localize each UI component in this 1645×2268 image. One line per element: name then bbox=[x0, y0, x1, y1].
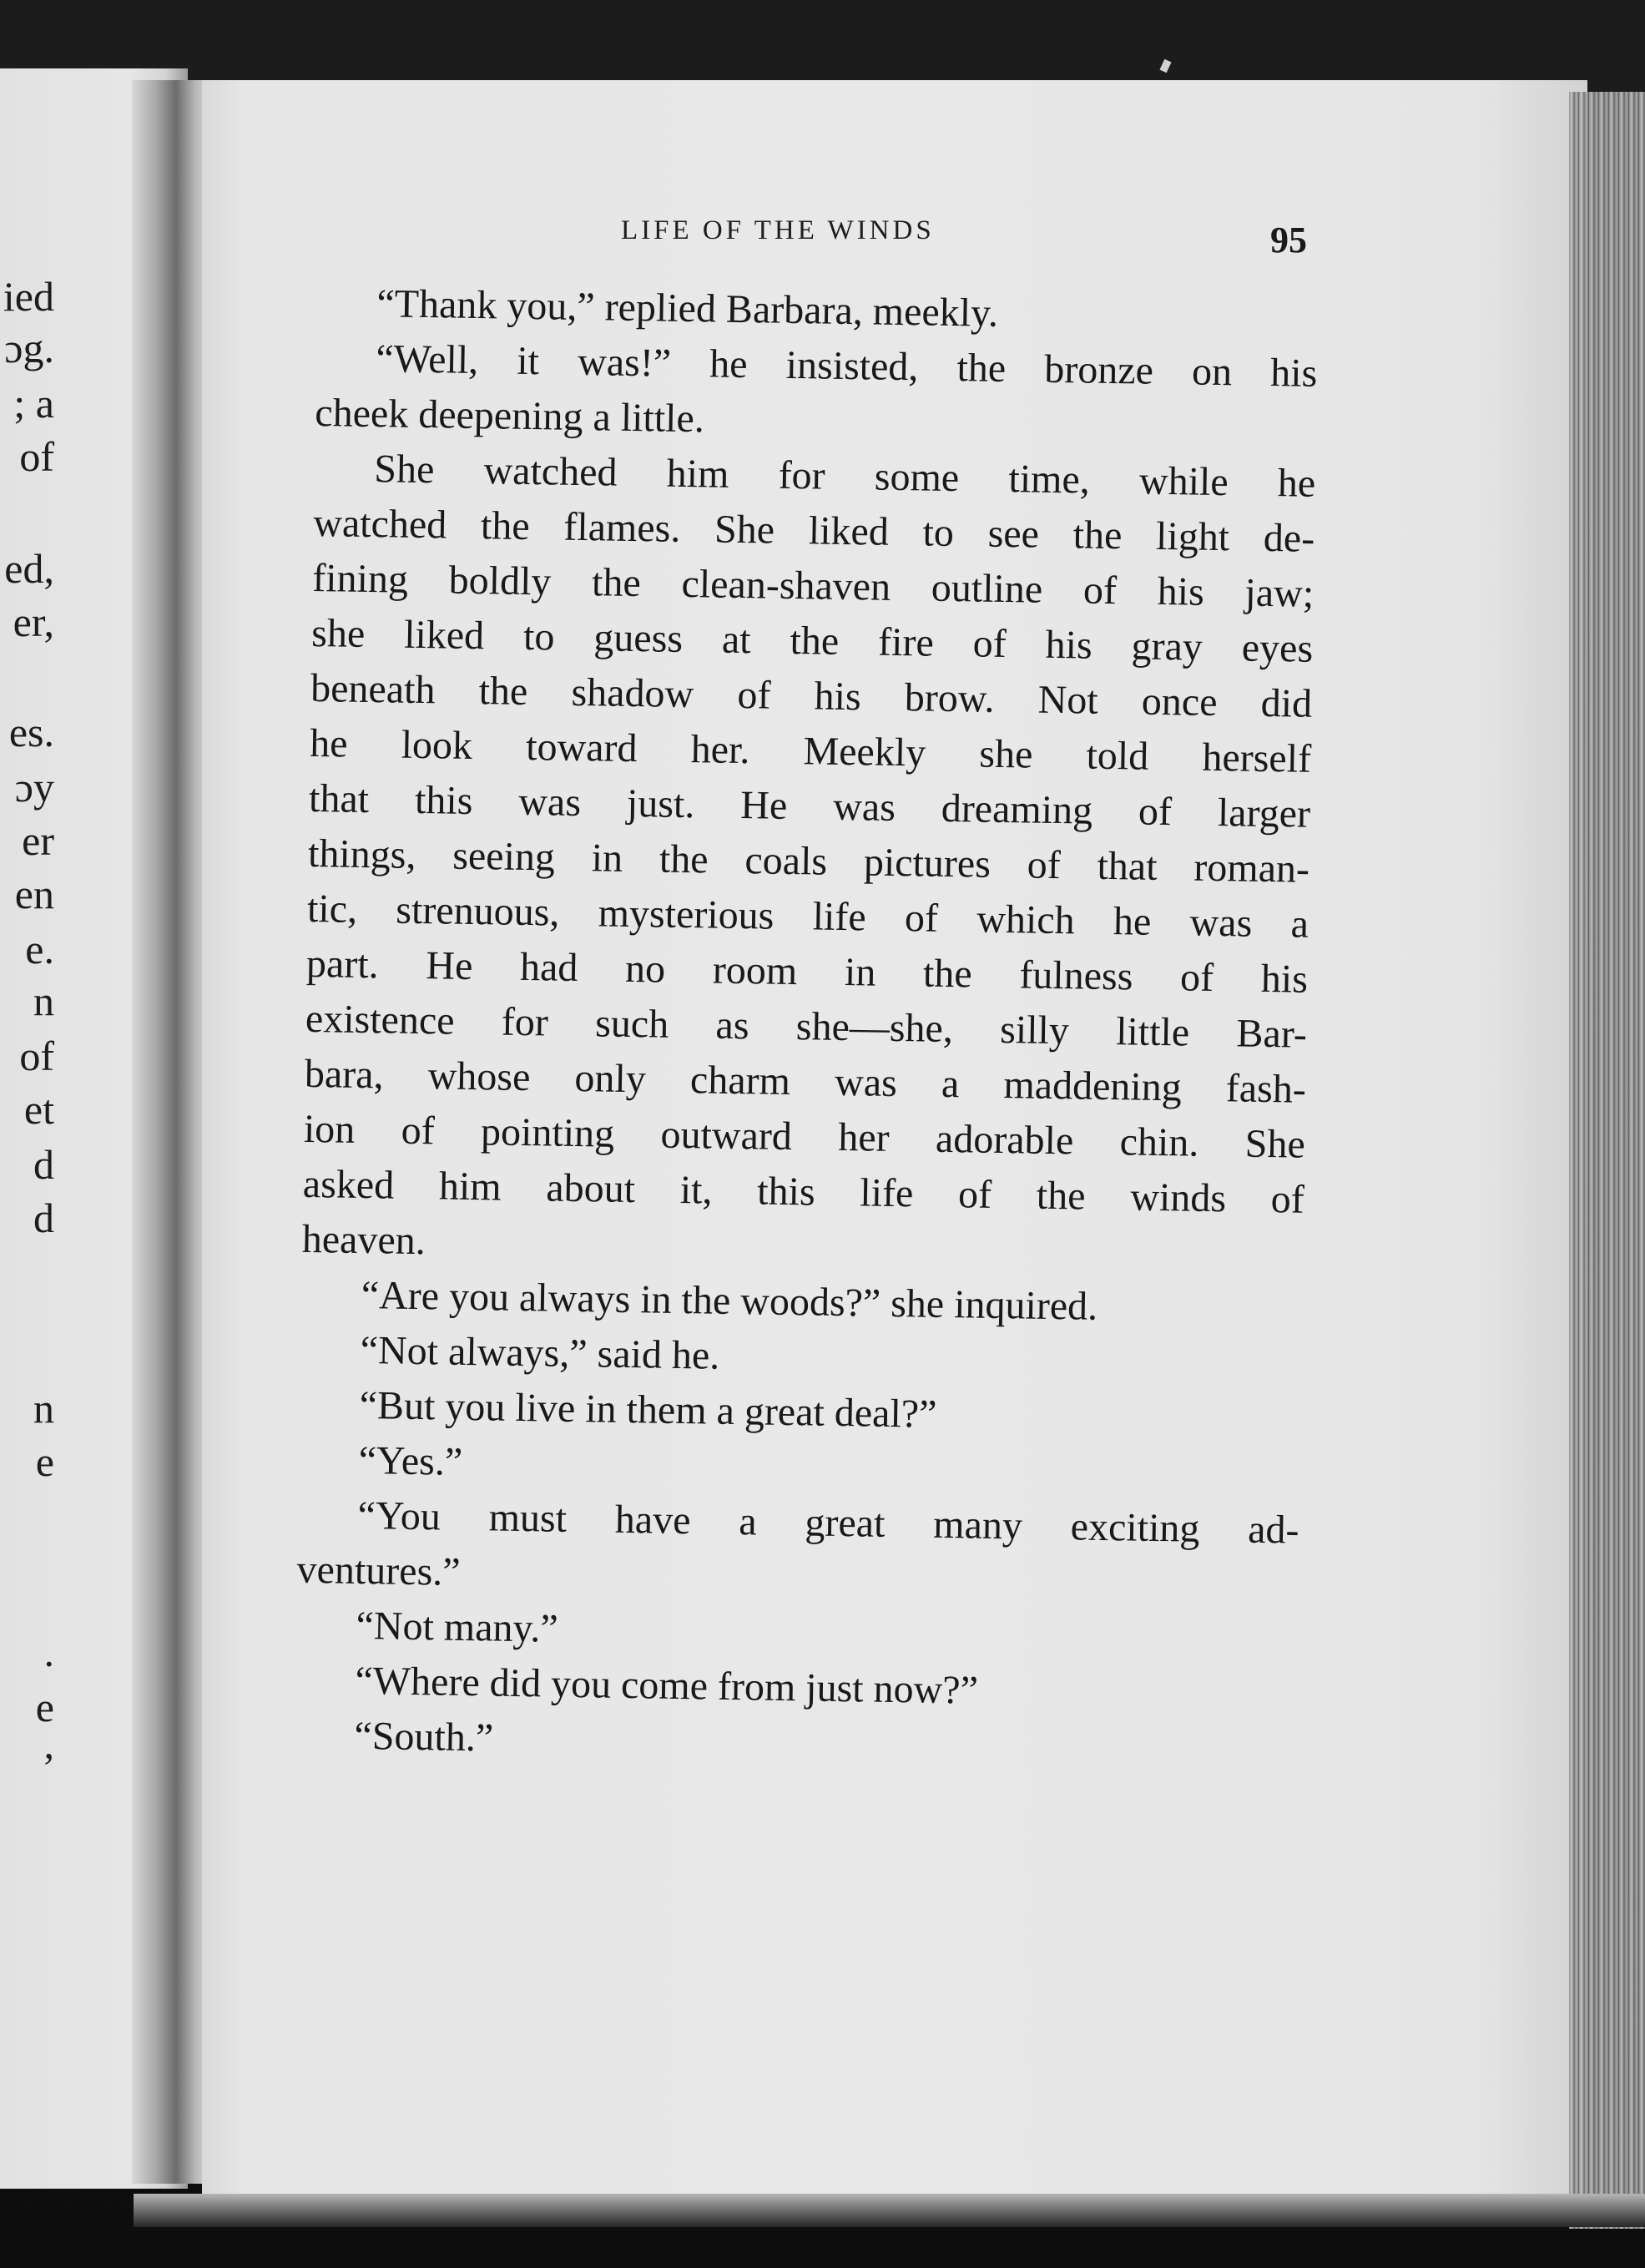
text-line: “Not always,” said he. bbox=[360, 1327, 720, 1378]
page-bottom-edge bbox=[134, 2194, 1645, 2227]
text-line: bara, whose only charm was a maddening fash- bbox=[304, 1051, 1307, 1112]
left-page-fragment: n bbox=[33, 1385, 54, 1432]
left-page-fragment: er, bbox=[13, 599, 54, 645]
left-page-fragment: et bbox=[23, 1086, 54, 1133]
left-page-fragment: ied bbox=[3, 273, 54, 320]
left-page-fragment: , bbox=[43, 1720, 54, 1767]
left-page-fragment: d bbox=[33, 1141, 54, 1188]
text-line: “South.” bbox=[354, 1713, 494, 1760]
text-line: “Yes.” bbox=[358, 1437, 463, 1484]
text-line: cheek deepening a little. bbox=[314, 390, 705, 442]
running-title: LIFE OF THE WINDS bbox=[621, 215, 935, 245]
text-line: “Where did you come from just now?” bbox=[355, 1658, 979, 1713]
text-line: existence for such as she—she, silly little Bar- bbox=[305, 996, 1308, 1057]
text-line: she liked to guess at the fire of his gray eyes bbox=[310, 610, 1314, 671]
text-line: part. He had no room in the fulness of his bbox=[305, 941, 1309, 1002]
text-line: “Not many.” bbox=[356, 1603, 559, 1651]
left-page-fragment: d bbox=[33, 1195, 54, 1241]
text-line: tic, strenuous, mysterious life of which he was a bbox=[306, 886, 1309, 947]
left-page-fragment: e bbox=[35, 1684, 54, 1730]
text-line: “You must have a great many exciting ad- bbox=[357, 1493, 1299, 1553]
left-page-fragment: ɔg. bbox=[4, 325, 54, 371]
text-line: fining boldly the clean-shaven outline of his jaw; bbox=[311, 555, 1314, 616]
text-line: things, seeing in the coals pictures of that roman- bbox=[307, 831, 1310, 892]
text-line: ventures.” bbox=[296, 1547, 461, 1594]
page-edges bbox=[1569, 92, 1645, 2229]
left-page-fragment: en bbox=[14, 871, 54, 917]
text-line: She watched him for some time, while he bbox=[373, 447, 1316, 506]
text-line: “But you live in them a great deal?” bbox=[359, 1382, 937, 1437]
text-line: beneath the shadow of his brow. Not once did bbox=[310, 665, 1313, 726]
text-line: ion of pointing outward her adorable chin. She bbox=[303, 1106, 1306, 1167]
text-line: “Thank you,” replied Barbara, meekly. bbox=[376, 281, 999, 336]
left-page-fragment: ed, bbox=[4, 545, 54, 592]
text-line: heaven. bbox=[301, 1216, 426, 1264]
left-page-fragment: es. bbox=[8, 709, 54, 755]
left-page-fragment: n bbox=[33, 977, 54, 1024]
text-line: watched the flames. She liked to see the light de- bbox=[312, 500, 1315, 561]
text-line: he look toward her. Meekly she told herself bbox=[309, 720, 1312, 781]
text-line: “Are you always in the woods?” she inquired. bbox=[361, 1272, 1098, 1329]
left-page-fragment: er bbox=[22, 817, 54, 864]
text-line: that this was just. He was dreaming of larger bbox=[308, 775, 1311, 836]
left-page-fragment: . bbox=[43, 1629, 54, 1675]
text-line: “Well, it was!” he insisted, the bronze on his bbox=[376, 336, 1318, 396]
left-page-fragment: ɔy bbox=[14, 764, 54, 811]
left-page-fragment: of bbox=[19, 1033, 54, 1079]
dust-speck bbox=[1159, 59, 1171, 73]
text-line: asked him about it, this life of the winds of bbox=[302, 1161, 1305, 1222]
left-page-fragment: e. bbox=[25, 926, 54, 972]
book-gutter bbox=[132, 80, 212, 2184]
left-page-fragment: ; a bbox=[13, 380, 54, 427]
left-page-fragment: of bbox=[19, 433, 54, 480]
page-number: 95 bbox=[1270, 220, 1307, 260]
left-page-fragment: e bbox=[35, 1438, 54, 1485]
page-body-text bbox=[294, 275, 1319, 1779]
